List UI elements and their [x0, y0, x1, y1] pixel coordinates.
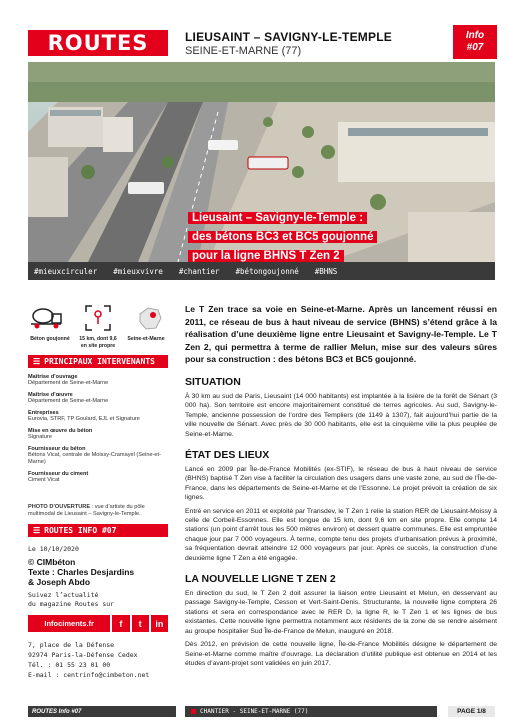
title-block — [185, 30, 392, 57]
partner-role: Fournisseur du béton — [28, 446, 86, 452]
hashtag[interactable]: #mieuxcirculer — [34, 266, 98, 276]
key-fact-label: Seine-et-Marne — [127, 336, 165, 342]
partners-list — [28, 374, 168, 484]
hashtag[interactable]: #BHNS — [314, 266, 338, 276]
page-footer — [28, 706, 495, 717]
partner-name: Signature — [28, 434, 52, 440]
map-pin-icon — [132, 304, 168, 332]
hero-title-line: Lieusaint – Savigny-le-Temple : — [188, 212, 367, 224]
hero-title-overlay — [188, 208, 408, 262]
partner-name: Ciment Vicat — [28, 477, 60, 483]
key-fact-label: 15 km, dont 9,6 en site propre — [79, 336, 117, 349]
partner-name: Bétons Vicat, centrale de Moissy-Cramayel (Seine-et-Marne) — [28, 452, 161, 465]
list-icon: ☰ — [33, 357, 41, 366]
partner-name: Eurovia, STRF, TP Goulard, EJL et Signature — [28, 416, 140, 422]
section-title: LA NOUVELLE LIGNE T ZEN 2 — [185, 573, 336, 586]
partner-name: Département de Seine-et-Marne — [28, 380, 109, 386]
email-link[interactable]: E-mail : centrinfo@cimbeton.net — [28, 671, 150, 679]
partner-role: Entreprises — [28, 410, 59, 416]
address-block: 7, place de la Défense 92974 Paris-la-Défense Cedex Tél. : 01 55 23 01 00 E-mail : centrinfo@cimbeton.net — [28, 640, 168, 680]
linkedin-icon[interactable]: in — [151, 615, 168, 632]
partner-role: Mise en œuvre du béton — [28, 428, 93, 434]
paragraph: Dès 2012, en prévision de cette nouvelle ligne, Île-de-France Mobilités désigne le département de Seine-et-Marne comme maître d’ouvrage. La déclaration d’utilité publique est obtenue en 2014 et les études d’avant-projet sont validées en juin 2017. — [185, 641, 497, 667]
footer-magazine: ROUTES Info #07 — [28, 706, 176, 717]
article-lead: Le T Zen trace sa voie en Seine-et-Marne. Après un lancement réussi en 2011, ce réseau de bus à haut niveau de service (BHNS) s’étend grâce à la réalisation d’une deuxième ligne entre Lieusaint et Savigny-le-Temple. Le T Zen 2, qui permettra à terme de rallier Melun, mise sur des valeurs sûres pour sa construction : des bétons BC3 et BC5 goujonné. — [185, 304, 497, 365]
partner-name: Département de Seine-et-Marne — [28, 398, 109, 404]
distance-icon — [80, 304, 116, 332]
paragraph: En direction du sud, le T Zen 2 doit assurer la liaison entre Lieusaint et Melun, en desservant au passage Savigny-le-Temple, Cesson et Vert-Saint-Denis. Structurante, la nouvelle ligne comptera 26 stations et sera en correspondance avec le RER D, la ligne R, le T Zen 1 et les lignes de bus existantes. Cette nouvelle ligne permettra notamment aux résidents de la zone de se rendre aisément au groupe hospitalier Sud Île-de-France de Melun, inauguré en 2018. — [185, 590, 497, 635]
page-number: PAGE 1/8 — [448, 706, 495, 717]
page-header — [0, 0, 509, 62]
sidebar — [28, 292, 168, 680]
hero-illustration — [28, 62, 495, 262]
hashtag[interactable]: #bétongoujonné — [235, 266, 299, 276]
page-title: LIEUSAINT – SAVIGNY-LE-TEMPLE — [185, 30, 392, 44]
partner-role: Maîtrise d’ouvrage — [28, 374, 78, 380]
paragraph: Lancé en 2009 par Île-de-France Mobilités (ex-STIF), le réseau de bus à haut niveau de service (BHNS) baptisé T Zen vise à faciliter la circulation des usagers dans une vaste zone, au sud de l’Île-de-France, dans les départements de Seine-et-Marne et de l’Essonne. Le projet prévoit la création de six lignes. — [185, 466, 497, 502]
key-fact-label: Béton goujonné — [30, 336, 70, 342]
key-facts-labels — [28, 336, 168, 350]
photo-credit: PHOTO D’OUVERTURE : vue d’artiste du pôle multimodal de Lieusaint – Savigny-le-Temple. — [28, 504, 145, 517]
concrete-mixer-icon — [28, 304, 64, 332]
publication-date: Le 10/10/2020 — [28, 545, 79, 553]
paragraph: Entré en service en 2011 et exploité par Transdev, le T Zen 1 relie la station RER de Lieusaint-Moissy à celle de Corbeil-Essonnes. Elle est longue de 15 km, dont 9,6 km en site propre. Elle compte 14 stations (un point d’arrêt tous les 500 mètres environ) et dessert quatre communes. Elle est empruntée chaque jour par 7 000 voyageurs. À terme, compte tenu des projets d’urbanisation prévus à proximité, sa fréquentation devrait atteindre 12 000 voyageurs par jour. Après ce succès, la construction d’une deuxième ligne T Zen a été engagée. — [185, 507, 497, 562]
routes-info-heading: ☰ ROUTES INFO #07 — [28, 524, 168, 537]
hashtag-bar — [28, 262, 495, 280]
twitter-icon[interactable]: t — [132, 615, 149, 632]
paragraph: À 30 km au sud de Paris, Lieusaint (14 000 habitants) est implantée à la lisière de la forêt de Sénart (3 000 ha). Son territoire est encore majoritairement constitué de terres agricoles. Au sud, Savigny-le-Temple, ancienne possession de l’ordre des Templiers (de 1149 à 1307), fait aujourd’hui partie de la ville nouvelle de Sénart. Avec près de 30 000 habitants, elle est la cinquième ville la plus peuplée de Seine-et-Marne. — [185, 392, 497, 438]
follow-text: Suivez l’actualité du magazine Routes sur — [28, 591, 115, 608]
section-title: SITUATION — [185, 375, 241, 388]
page-subtitle: SEINE-ET-MARNE (77) — [185, 45, 302, 57]
article-body — [185, 303, 497, 672]
partners-heading: ☰ PRINCIPAUX INTERVENANTS — [28, 355, 168, 368]
infociments-link[interactable]: Infociments.fr — [28, 615, 110, 632]
facebook-icon[interactable]: f — [112, 615, 129, 632]
social-links — [28, 615, 168, 632]
info-badge: Info #07 — [453, 25, 497, 59]
section-title: ÉTAT DES LIEUX — [185, 449, 270, 461]
hero-title-line: pour la ligne BHNS T Zen 2 — [188, 250, 344, 262]
list-icon: ☰ — [33, 526, 41, 535]
key-facts-icons — [28, 292, 168, 332]
square-icon — [191, 709, 196, 714]
credits: © CIMbéton Texte : Charles Desjardins & Joseph Abdo — [28, 557, 135, 587]
footer-section: CHANTIER - SEINE-ET-MARNE (77) — [185, 706, 437, 717]
partner-role: Fournisseur du ciment — [28, 471, 89, 477]
routes-logo: ROUTES — [28, 30, 168, 56]
hashtag[interactable]: #chantier — [178, 266, 220, 276]
partner-role: Maîtrise d’œuvre — [28, 392, 73, 398]
hashtag[interactable]: #mieuxvivre — [113, 266, 163, 276]
hero-title-line: des bétons BC3 et BC5 goujonné — [188, 231, 377, 243]
